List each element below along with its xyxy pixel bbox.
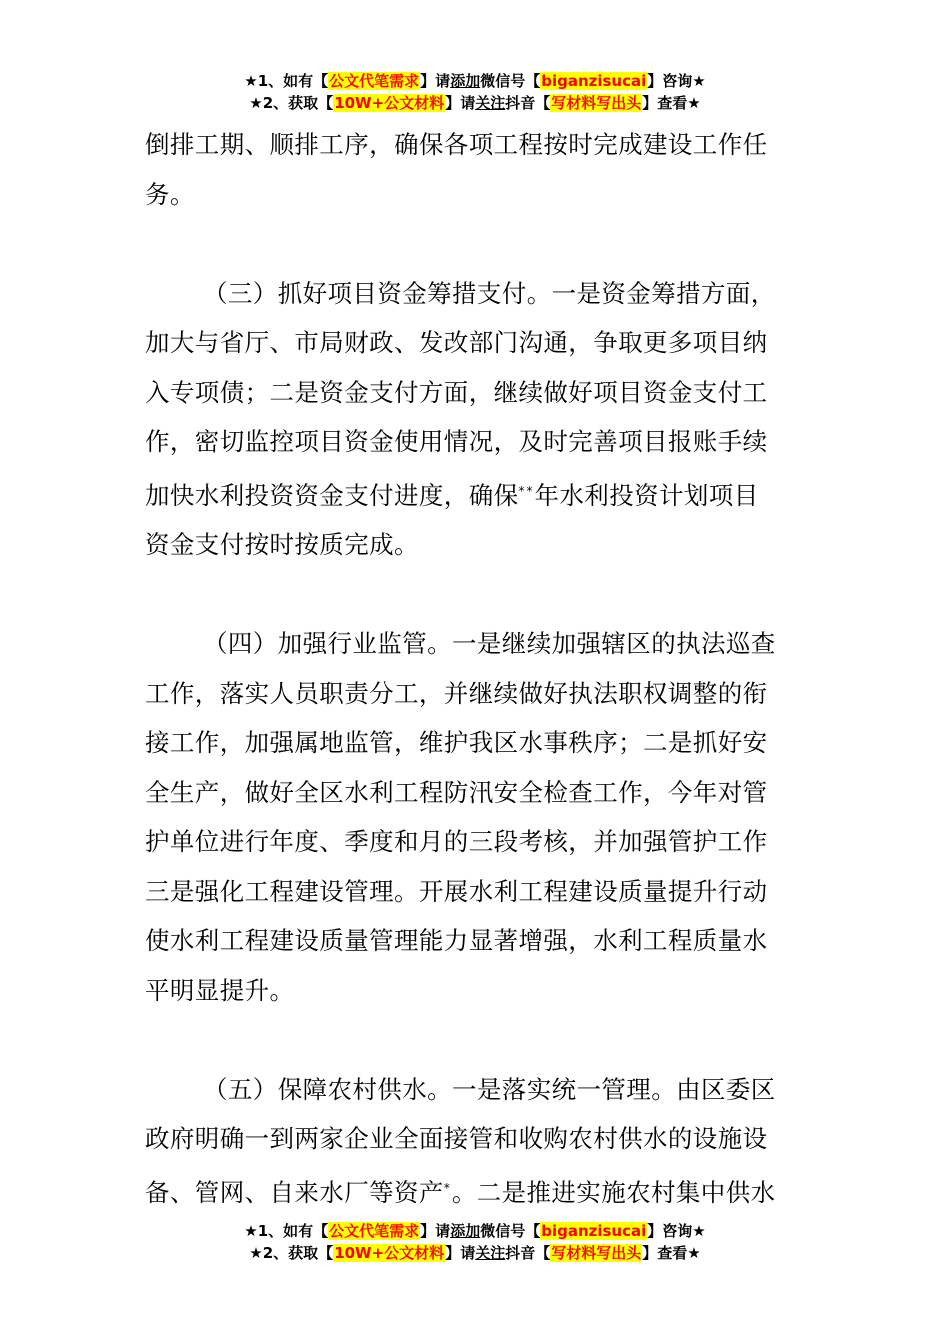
text-line: 加大与省厅、市局财政、发改部门沟通，争取更多项目纳 <box>145 328 768 357</box>
banner-text: ★1、如有【 <box>244 1222 329 1240</box>
paragraph-supervision <box>145 619 810 1015</box>
text-line: 三是强化工程建设管理。开展水利工程建设质量提升行动 <box>145 876 768 906</box>
text-segment: 加快水利投资资金支付进度，确保 <box>145 480 519 510</box>
banner-text: 】查看★ <box>642 94 701 112</box>
footnote-mark: * <box>443 1180 452 1195</box>
banner-line-2 <box>0 92 950 114</box>
highlight-keyword: 公文代笔需求 <box>329 1222 420 1240</box>
highlight-wechat-id: biganzisucai <box>541 1222 647 1240</box>
paragraph-continuation <box>145 120 810 219</box>
banner-text: ★2、获取【 <box>249 1244 334 1262</box>
banner-text: 微信号【 <box>480 72 541 90</box>
text-line: （四）加强行业监管。一是继续加强辖区的执法巡查 <box>203 629 776 658</box>
banner-text: 抖音【 <box>505 94 551 112</box>
banner-text: 】请 <box>420 72 451 90</box>
highlight-wechat-id: biganzisucai <box>541 72 647 90</box>
text-line <box>145 467 810 521</box>
text-line: 护单位进行年度、季度和月的三段考核，并加强管护工作 <box>145 827 768 856</box>
banner-text: 】请 <box>420 1222 451 1240</box>
text-line: 使水利工程建设质量管理能力显著增强，水利工程质量水 <box>145 926 768 955</box>
text-line <box>145 1164 810 1218</box>
footer-banner <box>0 1220 950 1264</box>
banner-text: ★1、如有【 <box>244 72 329 90</box>
banner-line-1 <box>0 1220 950 1242</box>
paragraph-rural-water <box>145 1065 810 1218</box>
banner-text: ★2、获取【 <box>249 94 334 112</box>
text-line: 作，密切监控项目资金使用情况，及时完善项目报账手续 <box>145 427 768 456</box>
document-body <box>145 120 810 1217</box>
emphasis-text: 关注 <box>475 1244 506 1262</box>
text-segment: 。二是推进实施农村集中供水 <box>451 1177 776 1207</box>
banner-text: 】请 <box>445 94 476 112</box>
highlight-douyin-id: 写材料写出头 <box>551 94 642 112</box>
emphasis-text: 添加 <box>450 72 481 90</box>
paragraph-funding <box>145 269 810 570</box>
header-banner <box>0 70 950 114</box>
text-segment: 年水利投资计划项目 <box>534 480 759 510</box>
highlight-douyin-id: 写材料写出头 <box>551 1244 642 1262</box>
text-segment: 备、管网、自来水厂等资产 <box>145 1177 444 1207</box>
banner-text: 抖音【 <box>505 1244 551 1262</box>
banner-text: 】咨询★ <box>647 72 706 90</box>
text-line: 倒排工期、顺排工序，确保各项工程按时完成建设工作任 <box>145 130 768 159</box>
text-line: 资金支付按时按质完成。 <box>145 530 419 559</box>
text-line: 入专项债；二是资金支付方面，继续做好项目资金支付工 <box>145 377 768 407</box>
banner-line-2 <box>0 1242 950 1264</box>
banner-text: 】咨询★ <box>647 1222 706 1240</box>
text-line: 接工作，加强属地监管，维护我区水事秩序；二是抓好安 <box>145 728 768 757</box>
banner-line-1 <box>0 70 950 92</box>
highlight-keyword: 10W+公文材料 <box>334 94 445 112</box>
paragraph-gap <box>145 219 810 269</box>
highlight-keyword: 公文代笔需求 <box>329 72 420 90</box>
banner-text: 】请 <box>445 1244 476 1262</box>
text-line: 工作，落实人员职责分工，并继续做好执法职权调整的衔 <box>145 678 768 708</box>
text-line: 政府明确一到两家企业全面接管和收购农村供水的设施设 <box>145 1124 768 1153</box>
banner-text: 微信号【 <box>480 1222 541 1240</box>
banner-text: 】查看★ <box>642 1244 701 1262</box>
text-line: 全生产，做好全区水利工程防汛安全检查工作，今年对管 <box>145 777 768 807</box>
redacted-year-mark: ** <box>518 483 535 498</box>
emphasis-text: 添加 <box>450 1222 481 1240</box>
paragraph-gap <box>145 1015 810 1065</box>
text-line: （三）抓好项目资金筹措支付。一是资金筹措方面， <box>203 278 776 308</box>
paragraph-gap <box>145 570 810 620</box>
text-line: 平明显提升。 <box>145 975 295 1005</box>
highlight-keyword: 10W+公文材料 <box>334 1244 445 1262</box>
text-line: 务。 <box>145 179 195 209</box>
text-line: （五）保障农村供水。一是落实统一管理。由区委区 <box>203 1074 776 1104</box>
emphasis-text: 关注 <box>475 94 506 112</box>
